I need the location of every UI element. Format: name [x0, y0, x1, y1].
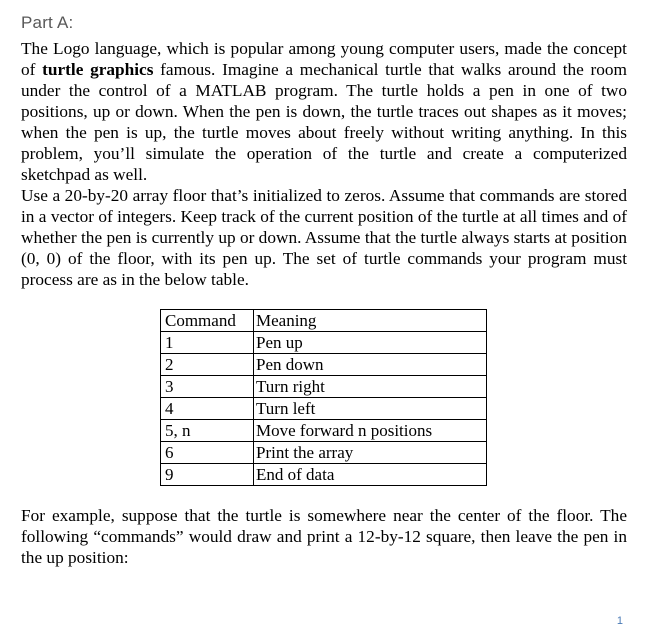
- command-cell: 4: [161, 398, 254, 420]
- table-row: [161, 332, 487, 354]
- table-row: [161, 354, 487, 376]
- command-column-header: Command: [161, 310, 254, 332]
- meaning-cell: Pen down: [254, 354, 487, 376]
- turtle-graphics-term: turtle graphics: [42, 60, 154, 79]
- meaning-cell: Print the array: [254, 442, 487, 464]
- meaning-cell: Turn right: [254, 376, 487, 398]
- command-cell: 9: [161, 464, 254, 486]
- example-paragraph: For example, suppose that the turtle is somewhere near the center of the floor. The following “commands” would draw and print a 12-by-12 square, then leave the pen in the up position:: [21, 506, 627, 567]
- intro-text-start: The Logo language, which is popular among young computer users, made the concept of: [21, 39, 627, 79]
- table-row: [161, 442, 487, 464]
- command-cell: 6: [161, 442, 254, 464]
- meaning-cell: Turn left: [254, 398, 487, 420]
- meaning-column-header: Meaning: [254, 310, 487, 332]
- table-header-row: [161, 310, 487, 332]
- part-heading: Part A:: [21, 13, 74, 32]
- meaning-cell: Pen up: [254, 332, 487, 354]
- table-row: [161, 398, 487, 420]
- table-row: [161, 420, 487, 442]
- instructions-paragraph: Use a 20-by-20 array floor that’s initialized to zeros. Assume that commands are stored in a vector of integers. Keep track of the current position of the turtle at all times and of whether the pen is currently up or down. Assume that the turtle always starts at position (0, 0) of the floor, with its pen up. The set of turtle commands your program must process are as in the below table.: [21, 186, 627, 289]
- table-row: [161, 464, 487, 486]
- meaning-cell: End of data: [254, 464, 487, 486]
- page-number: 1: [616, 615, 623, 627]
- table-row: [161, 376, 487, 398]
- command-cell: 2: [161, 354, 254, 376]
- turtle-commands-table: [160, 309, 487, 486]
- meaning-cell: Move forward n positions: [254, 420, 487, 442]
- command-cell: 3: [161, 376, 254, 398]
- intro-paragraph: [21, 38, 627, 185]
- intro-text-end: famous. Imagine a mechanical turtle that walks around the room under the control of a MATLAB program. The turtle holds a pen in one of two positions, up or down. When the pen is down, the turtle traces out shapes as it moves; when the pen is up, the turtle moves about freely without writing anything. In this problem, you’ll simulate the operation of the turtle and create a computerized sketchpad as well.: [21, 60, 627, 184]
- command-cell: 1: [161, 332, 254, 354]
- command-cell: 5, n: [161, 420, 254, 442]
